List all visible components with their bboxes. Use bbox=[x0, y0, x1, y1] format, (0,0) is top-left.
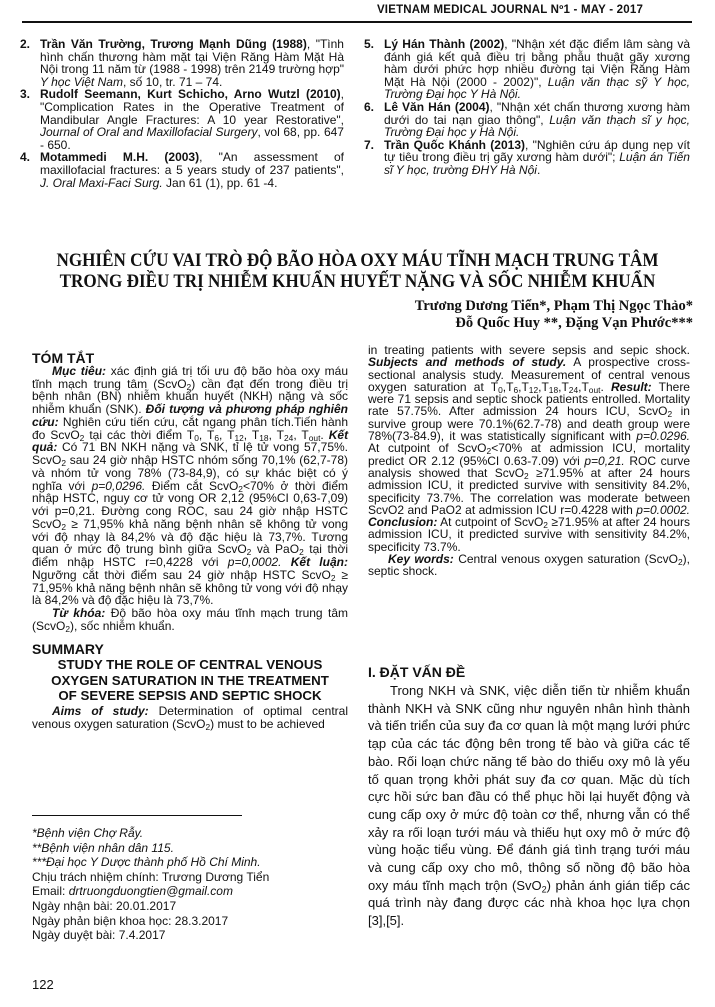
reference-item bbox=[18, 88, 344, 151]
subscript: 2 bbox=[79, 432, 85, 443]
intro-body bbox=[368, 682, 690, 930]
subscript: 2 bbox=[541, 884, 547, 894]
text-run: Rudolf Seemann, Kurt Schicho, Arno Wutzl (2010) bbox=[40, 87, 341, 102]
subscript: out bbox=[588, 384, 601, 395]
left-column bbox=[32, 352, 348, 730]
text-run: Lý Hán Thành (2002) bbox=[384, 37, 505, 51]
text-run: ), septic shock. bbox=[368, 552, 691, 579]
subscript: 0 bbox=[498, 384, 503, 395]
reference-number: 2. bbox=[20, 37, 31, 51]
introduction bbox=[368, 664, 690, 930]
reference-item bbox=[362, 101, 690, 139]
text-run: , T bbox=[243, 427, 260, 442]
text-run: Motammedi M.H. (2003) bbox=[40, 150, 200, 165]
reference-item bbox=[18, 151, 344, 189]
subscript: 24 bbox=[284, 432, 294, 443]
subscript: 2 bbox=[299, 547, 304, 558]
subscript: 2 bbox=[667, 409, 673, 420]
reference-number: 5. bbox=[364, 37, 375, 51]
abstract-body bbox=[32, 365, 348, 607]
text-run: Độ bão hòa oxy máu tĩnh mạch trung tâm (ScvO bbox=[32, 606, 349, 633]
text-run: Ngưỡng cắt thời điểm sau 24 giờ nhập HSTC ScvO bbox=[32, 567, 331, 582]
subscript: 6 bbox=[214, 432, 220, 443]
text-run: At cutpoint of ScvO bbox=[437, 515, 544, 530]
title-line: TRONG ĐIỀU TRỊ NHIỄM KHUẨN HUYẾT NẶNG VÀ SỐC NHIỄM KHUẨN bbox=[59, 271, 656, 292]
title-line: NGHIÊN CỨU VAI TRÒ ĐỘ BÃO HÒA OXY MÁU TĨNH MẠCH TRUNG TÂM bbox=[56, 250, 659, 271]
abstract-keywords bbox=[32, 607, 348, 633]
text-run: , "Complication Rates in the Operative Treatment of Mandibular Angle Fractures: A 10 year Restorative", bbox=[40, 87, 344, 127]
subscript: 24 bbox=[568, 384, 579, 395]
text-run: At cutpoint of ScvO bbox=[368, 441, 487, 456]
text-run: , vol 68, pp. 647 - 650. bbox=[40, 125, 344, 152]
article-title bbox=[45, 250, 671, 292]
text-run: ROC curve analysis showed that ScvO bbox=[368, 453, 690, 480]
reference-text bbox=[384, 37, 690, 101]
text-run: Jan 61 (1), pp. 61 -4. bbox=[162, 175, 278, 190]
subscript: 2 bbox=[330, 572, 336, 583]
text-run: A prospective cross-sectional analysis study. Measurement of central venous oxygen saturation at T bbox=[368, 355, 690, 394]
text-run: Trong NKH và SNK, việc diễn tiến từ nhiễm khuẩn thành NKH và SNK cũng như nguyên nhân hình thành và tiến triển của suy đa cơ quan là một mạng lưới phức tạp của các tác động bên trong tế bào và giữa các tế bào. Rối loạn chức năng tế bào do thiếu oxy mô là yếu tố quan trọng khởi phát suy đa cơ quan. Mặc dù tích cực hồi sức ban đầu có thể phục hồi lại huyết động và cung cấp oxy ở mức độ toàn cơ thể, nhưng vẫn có thể xảy ra rối loạn tưới máu và thiếu hụt oxy mô ở mức độ vùng hoặc tiểu vùng. Để đánh giá tình trạng tưới máu và cung cấp oxy cho mô, thông số nồng độ bão hòa oxy máu tĩnh mạch trộn (SvO bbox=[368, 683, 690, 893]
text-run: Trần Văn Trường, Trương Mạnh Dũng (1988) bbox=[40, 37, 307, 51]
text-run: tại thời điểm nhập HSTC r=0,4228 với bbox=[32, 542, 349, 569]
text-run: Nghiên cứu tiến cứu, cắt ngang phân tích.Tiến hành đo ScvO bbox=[32, 414, 348, 442]
text-run: ≥ 71,95% khả năng bệnh nhân sẽ không tử vong với độ nhạy là 84,2% và độ đặc hiệu là 73,7%. Tương quan ở mức độ trung bình giữa ScvO bbox=[32, 516, 348, 557]
subscript: 2 bbox=[238, 483, 243, 494]
text-run: Điểm cắt ScvO bbox=[145, 478, 239, 493]
references-right bbox=[362, 38, 690, 177]
corresponding-author: Chịu trách nhiệm chính: Trương Dương Tiển bbox=[32, 869, 270, 884]
text-run: , T bbox=[198, 427, 215, 442]
text-run: . bbox=[320, 427, 329, 442]
email-label: Email: bbox=[32, 884, 69, 899]
summary-heading: SUMMARY bbox=[32, 640, 104, 657]
text-run: ≥71.95% at after 24 hours admission ICU, it predicted survive with sensitivity 84.2%, specificity 73.7%. The correlation was moderate between ScvO2 and PaO2 at admission ICU r=0.4228 with bbox=[368, 465, 690, 517]
subscript: out bbox=[308, 432, 321, 443]
affiliation: ***Đại học Y Dược thành phố Hồ Chí Minh. bbox=[32, 855, 261, 870]
text-run: Luận văn thạch sĩ y học, Trường Đại học y Hà Nội. bbox=[384, 112, 690, 140]
text-run: ≥71.95% at after 24 hours admission ICU, it predicted survive with sensitivity 84.2%, specificity 73.7%. bbox=[368, 515, 690, 554]
authors-line: Đỗ Quốc Huy **, Đặng Vạn Phước*** bbox=[455, 315, 693, 331]
text-run: J. Oral Maxi-Faci Surg. bbox=[40, 175, 163, 190]
text-run: p=0.0002. bbox=[636, 502, 690, 517]
subscript: 2 bbox=[205, 721, 211, 732]
references-left bbox=[18, 38, 344, 189]
text-run: Result: bbox=[610, 379, 652, 394]
subscript: 0 bbox=[194, 432, 199, 443]
text-run: Key words: bbox=[388, 552, 454, 567]
text-run: p=0,0002. bbox=[227, 555, 282, 569]
subscript: 18 bbox=[259, 432, 269, 443]
text-run: ,T bbox=[538, 379, 549, 394]
authors-line: Trương Dương Tiển*, Phạm Thị Ngọc Thảo* bbox=[414, 298, 693, 314]
intro-heading: I. ĐẶT VẤN ĐỀ bbox=[368, 664, 466, 680]
authors bbox=[415, 298, 693, 332]
text-run: p=0,0296. bbox=[91, 478, 146, 493]
summary-body bbox=[368, 344, 690, 553]
reference-text bbox=[40, 87, 344, 151]
text-run: ,T bbox=[518, 379, 529, 394]
text-run: ,T bbox=[558, 379, 569, 394]
text-run: Luận văn thạc sỹ Y học, Trường Đại học Y Hà Nội. bbox=[384, 74, 690, 102]
summary-keywords bbox=[368, 553, 690, 578]
text-run: và PaO bbox=[251, 542, 300, 557]
subscript: 2 bbox=[678, 557, 683, 568]
date-approved: Ngày duyệt bài: 7.4.2017 bbox=[32, 928, 166, 943]
reference-text bbox=[384, 100, 690, 139]
text-run: tại các thời điểm T bbox=[84, 427, 195, 442]
text-run: ,T bbox=[502, 379, 514, 394]
text-run: xác định giá trị tối ưu độ bão hòa oxy máu tĩnh mạch trung tâm (ScvO bbox=[32, 363, 348, 391]
text-run: , "Tình hình chấn thương hàm mặt tại Viện Răng Hàm Mặt Hà Nội trong 11 năm từ (1988 - 1998) trên 2149 trường hợp" bbox=[40, 37, 345, 77]
subscript: 2 bbox=[186, 381, 192, 392]
text-run: . bbox=[536, 162, 541, 177]
text-run: , "Nhận xét chấn thương xương hàm dưới do tai nạn giao thông", bbox=[384, 99, 690, 127]
text-run: There were 71 sepsis and septic shock patients entrolled. Mortality rate 57.75%. After admission 24 hours ICU, ScvO bbox=[368, 379, 690, 419]
footnote-rule bbox=[32, 815, 242, 816]
text-run: <70% at admission ICU, mortality predict OR 2.12 (95%CI 0.63-7.09) với bbox=[368, 441, 691, 468]
reference-text bbox=[40, 150, 344, 189]
text-run: . bbox=[600, 379, 611, 394]
text-run: Lê Văn Hán (2004) bbox=[384, 99, 490, 114]
footnotes bbox=[32, 826, 269, 943]
page-number: 122 bbox=[32, 977, 54, 992]
subscript: 2 bbox=[543, 520, 548, 531]
reference-item bbox=[362, 139, 690, 177]
subscript: 2 bbox=[246, 547, 252, 558]
subscript: 6 bbox=[513, 384, 519, 395]
reference-number: 3. bbox=[20, 87, 31, 102]
text-run: ) phản ánh gián tiếp các quá trình này đang được các nhà khoa học lựa chọn [3],[5]. bbox=[368, 877, 690, 929]
text-run: Subjects and methods of study. bbox=[368, 355, 567, 370]
reference-text bbox=[384, 138, 690, 177]
text-run: Aims of study: bbox=[52, 703, 149, 718]
text-run: ) cần đạt đến trong điều trị bệnh nhân (BN) nhiễm khuẩn huyết (NKH) nặng và sốc nhiễm khuẩn (SNK). bbox=[32, 376, 348, 416]
text-run: Y học Việt Nam bbox=[40, 74, 123, 89]
text-run: Determination of optimal central venous oxygen saturation (ScvO bbox=[32, 703, 348, 731]
text-run: , số 10, tr. 71 – 74. bbox=[122, 74, 223, 89]
text-run: p=0.0296. bbox=[636, 429, 690, 444]
reference-number: 6. bbox=[364, 99, 375, 114]
subscript: 2 bbox=[486, 446, 492, 457]
running-header: VIETNAM MEDICAL JOURNAL Nº1 - MAY - 2017 bbox=[376, 4, 644, 16]
text-run: , T bbox=[293, 427, 309, 442]
text-run: , "Nhận xét đặc điểm lâm sàng và đánh giá kết quả điều trị bằng phẫu thuật gãy xương hàm dưới phức hợp nhiều đường tại Viện Răng Hàm Mặt Hà Nội (2000 - 2002)", bbox=[384, 37, 691, 89]
text-run: Kết luận: bbox=[290, 555, 348, 569]
text-run: Conclusion: bbox=[368, 515, 438, 530]
summary-title bbox=[32, 657, 348, 704]
text-run: in survive group were 70.1%(62.7-78) and death group were 78%(73-84.9), it was statistically significant with bbox=[368, 404, 690, 444]
affiliation: **Bệnh viện nhân dân 115. bbox=[32, 840, 174, 855]
subscript: 18 bbox=[548, 384, 559, 395]
subscript: 2 bbox=[61, 521, 67, 532]
reference-text bbox=[40, 37, 344, 89]
text-run: Trần Quốc Khánh (2013) bbox=[384, 137, 525, 152]
abstract-heading: TÓM TẮT bbox=[32, 350, 95, 366]
text-run: ) must to be achieved bbox=[210, 716, 325, 731]
reference-item bbox=[18, 38, 344, 88]
text-run: ,T bbox=[578, 379, 589, 394]
text-run: p=0,21. bbox=[584, 453, 625, 468]
text-run: Có 71 BN NKH nặng và SNK, tỉ lệ tử vong 57,75%. ScvO bbox=[32, 440, 348, 467]
text-run: Kết quả: bbox=[32, 427, 349, 455]
text-run: , T bbox=[219, 427, 235, 442]
email-line bbox=[32, 884, 269, 899]
text-run: Đối tượng và phương pháp nghiên cứu: bbox=[32, 402, 348, 429]
text-run: , "Nghiên cứu áp dụng nẹp vít tự tiêu trong điều trị gãy xương hàm dưới"; bbox=[384, 137, 690, 165]
text-run: Luận án Tiến sĩ Y học, trường ĐHY Hà Nội bbox=[384, 150, 690, 177]
text-run: Journal of Oral and Maxillofacial Surgery bbox=[40, 125, 258, 140]
subscript: 2 bbox=[61, 458, 67, 469]
right-column bbox=[368, 344, 690, 578]
summary-title-line: OF SEVERE SEPSIS AND SEPTIC SHOCK bbox=[58, 688, 322, 704]
text-run: ), sốc nhiễm khuẩn. bbox=[70, 618, 175, 633]
subscript: 12 bbox=[234, 432, 244, 443]
header-rule bbox=[22, 21, 692, 23]
text-run: Mục tiêu: bbox=[52, 363, 107, 378]
summary-title-line: STUDY THE ROLE OF CENTRAL VENOUS bbox=[57, 657, 323, 673]
text-run: in treating patients with severe sepsis and sepic shock. bbox=[368, 343, 690, 357]
summary-body-start bbox=[32, 705, 348, 731]
text-run: Từ khóa: bbox=[52, 606, 106, 620]
reference-number: 7. bbox=[364, 137, 375, 152]
email-link[interactable]: drtruongduongtien@gmail.com bbox=[68, 884, 233, 899]
subscript: 2 bbox=[524, 471, 529, 482]
affiliation: *Bệnh viện Chợ Rẫy. bbox=[32, 826, 144, 840]
text-run: , T bbox=[268, 427, 284, 442]
text-run: <70% ở thời điểm nhập HSTC, nguy cơ tử vong OR 2,12 (95%CI 0,63-7,09) với p=0,21. Đường cong ROC, sau 24 giờ nhập HSTC ScvO bbox=[32, 478, 348, 531]
text-run: sau 24 giờ nhập HSTC nhóm sống 70,1% (62,7-78) và nhóm tử vong 78% (73-84,9), có sự khác biệt có ý nghĩa với bbox=[32, 453, 348, 493]
text-run: , "An assessment of maxillofacial fractures: a 5 years study of 237 patients", bbox=[40, 150, 344, 177]
reference-number: 4. bbox=[20, 150, 31, 165]
reference-item bbox=[362, 38, 690, 101]
subscript: 12 bbox=[528, 384, 539, 395]
text-run: Central venous oxygen saturation (ScvO bbox=[453, 552, 678, 567]
date-received: Ngày nhận bài: 20.01.2017 bbox=[32, 898, 177, 913]
summary-title-line: OXYGEN SATURATION IN THE TREATMENT bbox=[51, 672, 329, 688]
subscript: 2 bbox=[65, 623, 71, 634]
text-run: ≥ 71,95% khả năng bệnh nhân sẽ không tử vong với độ nhạy là 84,2% và độ đặc hiệu là 73,7%. bbox=[32, 567, 348, 608]
date-reviewed: Ngày phản biện khoa học: 28.3.2017 bbox=[32, 913, 229, 928]
